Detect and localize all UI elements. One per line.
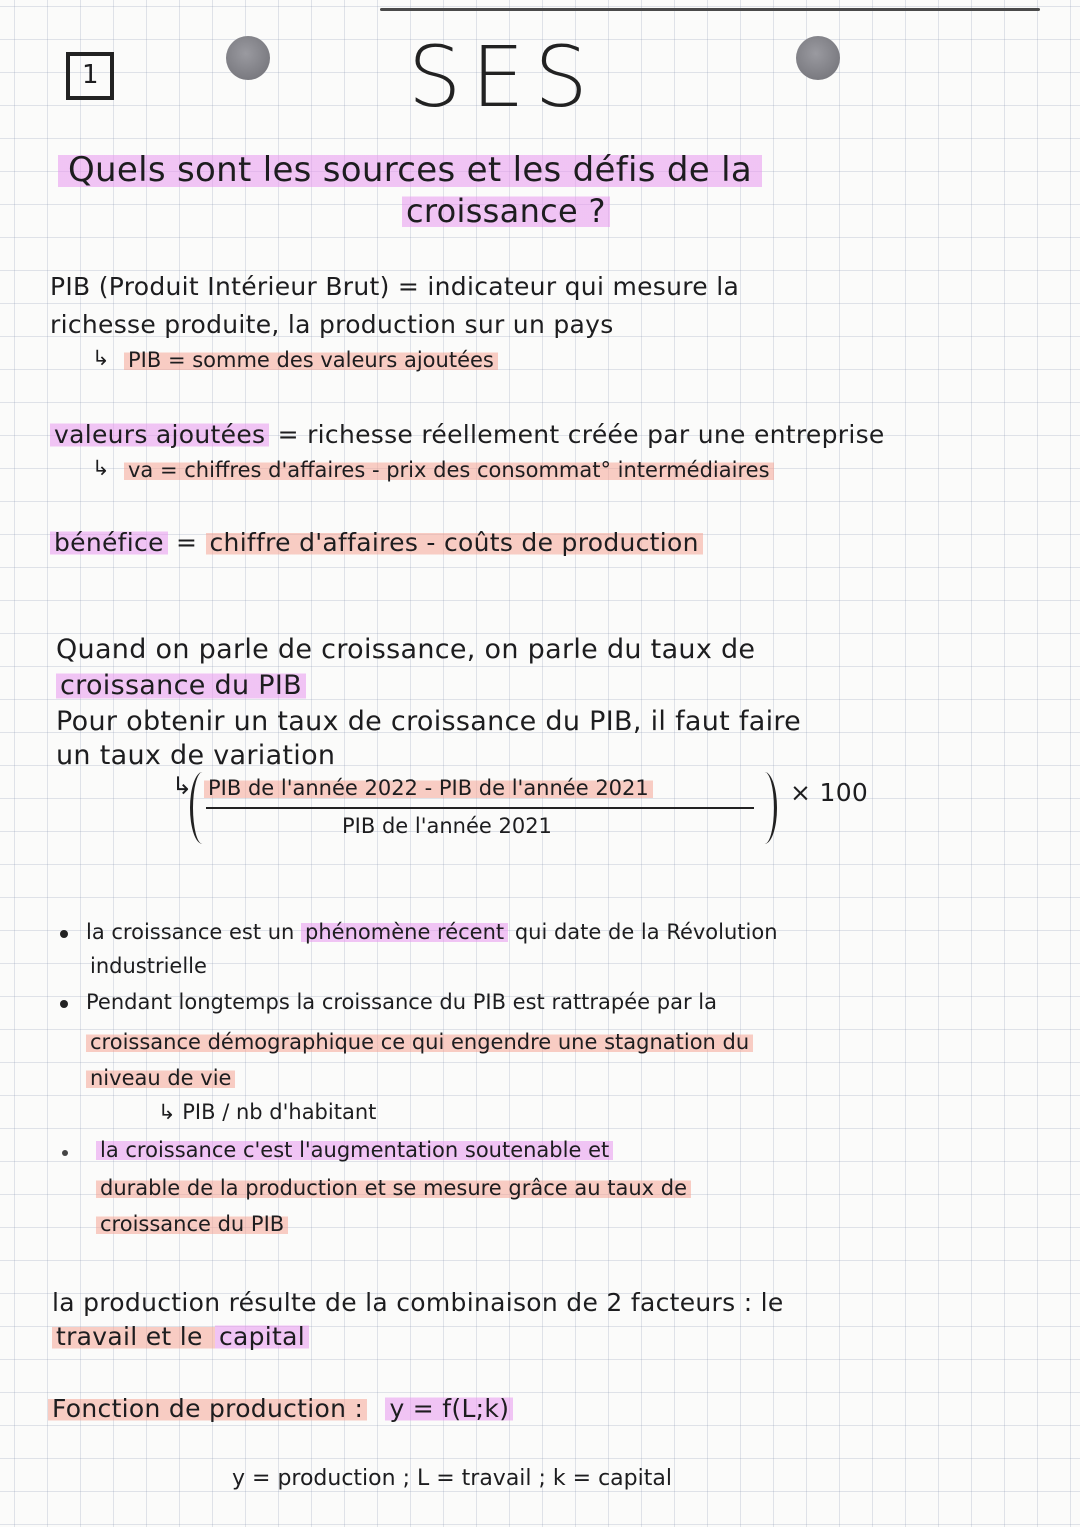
growth-line-4: un taux de variation	[56, 740, 336, 771]
benefice-definition	[50, 528, 703, 557]
va-sub: va = chiffres d'affaires - prix des consommat° intermédiaires	[124, 458, 774, 482]
bullet-2-line-1: Pendant longtemps la croissance du PIB est rattrapée par la	[86, 990, 717, 1014]
bullet-2-sub: ↳ PIB / nb d'habitant	[158, 1100, 377, 1124]
punch-hole-left	[226, 36, 270, 80]
benefice-def: chiffre d'affaires - coûts de production	[206, 528, 703, 557]
formula-multiplier: × 100	[790, 778, 869, 807]
production-legend: y = production ; L = travail ; k = capital	[232, 1466, 672, 1491]
growth-line-3: Pour obtenir un taux de croissance du PIB, il faut faire	[56, 706, 802, 737]
bullet-2-line-3: niveau de vie	[86, 1066, 235, 1090]
bullet-3-line-2: durable de la production et se mesure grâce au taux de	[96, 1176, 691, 1200]
formula-arrow: ↳	[172, 772, 193, 800]
bullet-3-line-3: croissance du PIB	[96, 1212, 288, 1236]
va-definition	[50, 420, 885, 449]
top-rule	[380, 8, 1040, 11]
page-title: SES	[408, 28, 598, 126]
bullet-dot-3	[62, 1150, 68, 1156]
bullet-dot-2	[60, 1000, 68, 1008]
pib-sub: PIB = somme des valeurs ajoutées	[124, 348, 498, 372]
page-number-box	[66, 52, 114, 100]
bullet-2-line-2: croissance démographique ce qui engendre une stagnation du	[86, 1030, 753, 1054]
bullet-1-line-2: industrielle	[90, 954, 207, 978]
punch-hole-right	[796, 36, 840, 80]
page-number: 1	[82, 60, 99, 90]
growth-line-2: croissance du PIB	[56, 670, 306, 701]
va-sub-arrow: ↳	[92, 456, 110, 480]
bullet-3-line-1: la croissance c'est l'augmentation soutenable et	[96, 1138, 613, 1162]
benefice-eq: =	[167, 528, 206, 557]
formula-numerator: PIB de l'année 2022 - PIB de l'année 2021	[204, 776, 653, 800]
pib-definition-line-1: PIB (Produit Intérieur Brut) = indicateur qui mesure la	[50, 272, 740, 301]
formula-fraction-bar	[206, 807, 754, 809]
production-line-2: travail et le capital	[52, 1322, 309, 1351]
pib-sub-arrow: ↳	[92, 346, 110, 370]
formula-right-paren	[752, 772, 777, 844]
bullet-dot-1	[60, 930, 68, 938]
formula-denominator: PIB de l'année 2021	[342, 814, 552, 838]
va-def: = richesse réellement créée par une entreprise	[269, 420, 885, 449]
bullet-1-line-1: la croissance est un phénomène récent qui date de la Révolution	[86, 920, 778, 944]
va-term: valeurs ajoutées	[50, 420, 269, 449]
production-line-1: la production résulte de la combinaison de 2 facteurs : le	[52, 1288, 784, 1317]
benefice-term: bénéfice	[50, 528, 168, 557]
pib-definition-line-2: richesse produite, la production sur un pays	[50, 310, 614, 339]
question-line-2: croissance ?	[402, 192, 610, 230]
growth-line-1: Quand on parle de croissance, on parle du taux de	[56, 634, 756, 665]
production-function: Fonction de production : y = f(L;k)	[48, 1394, 513, 1423]
question-line-1: Quels sont les sources et les défis de la	[58, 150, 762, 190]
